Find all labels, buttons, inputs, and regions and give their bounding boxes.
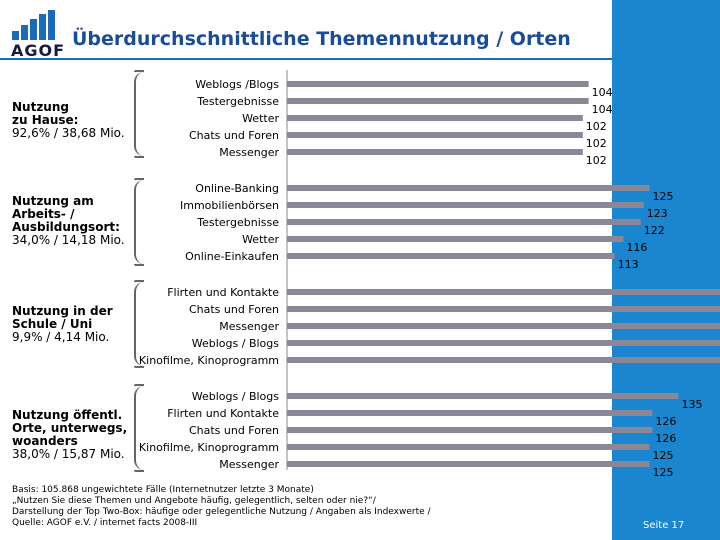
bar	[287, 340, 720, 346]
category-label: Flirten und Kontakte	[167, 286, 279, 299]
bar	[287, 132, 583, 138]
group-label-public	[12, 409, 127, 461]
bar	[287, 289, 720, 295]
group-detail: 92,6% / 38,68 Mio.	[12, 126, 125, 140]
bar	[287, 427, 652, 433]
page-title: Überdurchschnittliche Themennutzung / Orten	[72, 28, 571, 50]
group-label-school	[12, 305, 113, 344]
bar	[287, 461, 650, 467]
footer-line: Quelle: AGOF e.V. / internet facts 2008-III	[12, 518, 198, 528]
value-label: 135	[681, 398, 703, 411]
group-heading: Nutzung zu Hause:	[12, 100, 79, 127]
bar	[287, 219, 641, 225]
category-label: Online-Einkaufen	[185, 250, 279, 263]
bar	[287, 202, 644, 208]
category-label: Flirten und Kontakte	[167, 407, 279, 420]
bar	[287, 323, 720, 329]
agof-logo-bars	[12, 10, 62, 40]
category-label: Wetter	[242, 233, 279, 246]
group-heading: Nutzung öffentl. Orte, unterwegs, woanders	[12, 408, 128, 448]
category-label: Testergebnisse	[197, 95, 279, 108]
footer-line: Basis: 105.868 ungewichtete Fälle (Internetnutzer letzte 3 Monate)	[12, 485, 314, 495]
value-label: 102	[585, 154, 607, 167]
value-label: 102	[585, 120, 607, 133]
bar	[287, 393, 679, 399]
footer-line: „Nutzen Sie diese Themen und Angebote häufig, gelegentlich, selten oder nie?“/	[12, 496, 376, 506]
category-label: Online-Banking	[195, 182, 279, 195]
category-label: Messenger	[219, 320, 279, 333]
category-label: Weblogs / Blogs	[191, 390, 279, 403]
group-detail: 34,0% / 14,18 Mio.	[12, 233, 125, 247]
value-label: 116	[626, 241, 648, 254]
bar	[287, 357, 720, 363]
group-detail: 9,9% / 4,14 Mio.	[12, 330, 110, 344]
category-label: Messenger	[219, 146, 279, 159]
bar	[287, 115, 583, 121]
category-label: Messenger	[219, 458, 279, 471]
bar	[287, 81, 589, 87]
group-detail: 38,0% / 15,87 Mio.	[12, 447, 125, 461]
bar	[287, 98, 589, 104]
value-label: 122	[643, 224, 665, 237]
value-label: 113	[617, 258, 639, 271]
value-label: 125	[652, 466, 674, 479]
value-label: 123	[646, 207, 668, 220]
category-label: Testergebnisse	[197, 216, 279, 229]
footer-line: Darstellung der Top Two-Box: häufige oder gelegentliche Nutzung / Angaben als Indexwerte /	[12, 507, 431, 517]
bar	[287, 410, 652, 416]
value-label: 104	[591, 103, 613, 116]
value-label: 126	[655, 415, 677, 428]
category-label: Chats und Foren	[188, 129, 279, 142]
group-label-work	[12, 195, 125, 247]
category-label: Kinofilme, Kinoprogramm	[138, 354, 279, 367]
bar	[287, 253, 615, 259]
page-number: Seite 17	[643, 520, 685, 531]
agof-logo-text: AGOF	[11, 41, 66, 60]
bracket-home	[134, 72, 148, 156]
bar	[287, 306, 720, 312]
category-label: Chats und Foren	[188, 303, 279, 316]
category-label: Immobilienbörsen	[180, 199, 279, 212]
value-label: 102	[585, 137, 607, 150]
bracket-public	[134, 386, 148, 470]
bar	[287, 236, 623, 242]
bracket-work	[134, 180, 148, 264]
group-label-home	[12, 101, 125, 140]
group-heading: Nutzung in der Schule / Uni	[12, 304, 113, 331]
bar	[287, 149, 583, 155]
value-label: 126	[655, 432, 677, 445]
value-label: 104	[591, 86, 613, 99]
footer-notes	[12, 485, 431, 529]
bar	[287, 185, 650, 191]
theme-usage-chart	[138, 70, 703, 480]
bar	[287, 444, 650, 450]
value-label: 125	[652, 190, 674, 203]
group-heading: Nutzung am Arbeits- / Ausbildungsort:	[12, 194, 120, 234]
category-label: Weblogs / Blogs	[191, 337, 279, 350]
category-label: Kinofilme, Kinoprogramm	[138, 441, 279, 454]
header-divider	[0, 58, 612, 60]
value-label: 125	[652, 449, 674, 462]
category-label: Weblogs /Blogs	[195, 78, 279, 91]
category-label: Wetter	[242, 112, 279, 125]
category-label: Chats und Foren	[188, 424, 279, 437]
